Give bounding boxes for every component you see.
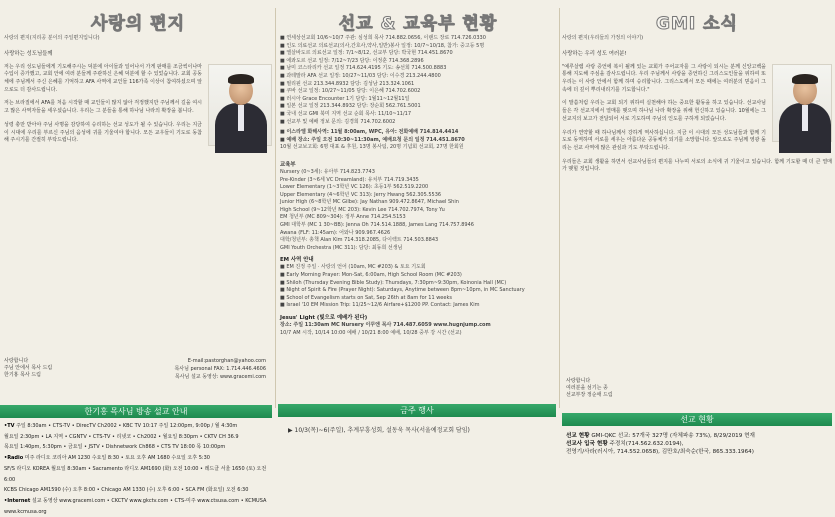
sign-line: 선교부장 정순애 드림 (566, 392, 613, 398)
em-list (280, 264, 556, 310)
list-item: ■ 국내 선교 GMI 북미 지역 선교 순회 목사: 11/10~11/17 (280, 110, 412, 117)
letter-paragraph: 성령 충만 받아야 주님 사명을 감당하여 승리하는 선교 성도가 될 수 있습니다. 우리는 지금 이 시대에 우리를 부르신 주님의 음성에 귀를 기울여야 합니다. 모든 교우들이 기도로 동참해 주시기를 간절히 부탁드립니다. (4, 121, 202, 144)
gmi-header-line: 사랑의 편지(우리들의 가정의 이야기) (562, 35, 644, 41)
mission-schedule-list (280, 35, 556, 126)
list-item: ■ 러시아 Grace Encounter 1기 담당: 1월11~12월11일 (280, 95, 410, 102)
jesus-light-detail: 장소: 주일 11:30am MC Nursery 이꾸엔 목사 714.487.6059 www.hugnjump.com (280, 322, 491, 328)
missionary-photo (772, 64, 832, 142)
gmi-title: GMI 소식 (656, 14, 738, 34)
broadcast-line: 목요일 1:40pm, 5:30pm • 금요일 • JSTV • Dishnetwork Ch868 • CTS TV 18:00 목 10:00pm (4, 444, 226, 451)
list-item: ■ 선교부 및 예배 정보 문의: 김경희 714.702.6002 (280, 118, 396, 125)
jesus-light-heading: Jesus' Light (빛으로 예배가 된다) (280, 315, 368, 321)
em-heading: EM 사역 안내 (280, 257, 314, 264)
list-item: ■ Early Morning Prayer: Mon-Sat, 6:00am, High School Room (MC #203) (280, 272, 462, 279)
gmi-salutation: 사랑하는 우리 성도 여러분! (562, 50, 627, 57)
gmi-paragraph: 우리들은 교회 생활을 하면서 선교사님들의 편지를 나누며 서로의 소식에 귀 기울이고 있습니다. 함께 기도할 때 더 큰 열매가 맺힐 것입니다. (562, 158, 832, 173)
sermon-video-link[interactable]: 목사님 설교 동영상: www.gracemi.com (174, 374, 266, 380)
report-title: 선교 & 교육부 현황 (338, 14, 498, 34)
list-item: High School (9~12학년 MC 203): Kevin Lee 714.702.7974, Tony Yu (280, 206, 445, 213)
stats-block (280, 129, 556, 152)
broadcast-line: KCBS Chicago AM1590 (수) 오후 8:00 • Chicago AM 1330 (수) 오후 6:00 • SCA FM (화요일) 오전 6:30 (4, 487, 249, 494)
list-item: ■ EM 진정 주일 · 사랑의 언어 (10am, MC #203) & 토요 기도회 (280, 264, 426, 271)
gmi-signature (566, 378, 832, 399)
column-divider (559, 8, 560, 408)
list-item: ■ 필리핀 선교 213.344.8932 담당: 김성남 213.324.1061 (280, 80, 415, 87)
mission-line: 전영기/사라(러시아, 714.552.0658), 김만호/최숙순(한국, 865.333.1964) (566, 449, 754, 455)
pastor-photo (208, 64, 272, 146)
pastor-email: E-mail:pastorghan@yahoo.com (187, 358, 266, 364)
list-item: ■ School of Evangelism starts on Sat, Sep 26th at 8am for 11 weeks (280, 294, 452, 301)
education-heading: 교육부 (280, 161, 296, 168)
list-item: Junior High (6~8학년 MC Gilbe): Jay Nathan 909.472.8647, Michael Shin (280, 199, 459, 206)
column-divider (275, 8, 276, 408)
list-item: Lower Elementary (1~3학년 VC 126): 초등1부 562.519.2200 (280, 184, 429, 191)
sign-line: 주님 안에서 목사 드림 (4, 365, 53, 371)
stats-line: ■ 이스라엘 화해사역: 11월 8:00am, WPC, 유아: 전화예배 714.814.4414 (280, 129, 459, 136)
letter-paragraph: 저는 우리 성도님들에게 기도해주시는 덕분에 아이들과 일어나서 가게 판매를 조금씩이나마 수입이 증가했고, 교회 안에 여러 분들께 주관하신 은혜 덕분에 할 수 있었습니다. 교회 공동체에 주님께서 주신 은혜를 기억하고 AFA 사역에 교인들 116가족 이상이 참여하셨으며 앞으로도 더 감사드립니다. (4, 63, 202, 93)
gmi-paragraph: 이 말씀처럼 우리는 교회 되기 위하여 실천해야 하는 중요한 활동을 하고 있습니다. 선교사님들은 각 선교지에서 열매를 맺으며 하나님 나라 확장을 위해 헌신하고 있습니다. 10월에는 그 선교지의 보고가 전달되어 서로 기도하며 주님의 인도를 구하게 되었습니다. (562, 100, 766, 122)
broadcast-line: SF/S 라디오 KOREA 월요일 8:30am • Sacramento 라디오 AM1690 (화) 오전 10:00 • 레드클 서울 1650 (토) 오전 6:00 (4, 465, 267, 483)
list-item: EM 청년부 (MC 809~304): 정부 Anne 714.254.5153 (280, 214, 406, 221)
gmi-paragraph: 우리가 연약할 때 하나님께서 강하게 역사하십니다. 지금 이 시대의 모든 성도님들과 함께 기도로 동역하며 서로를 세우는 아름다운 공동체가 되기를 소망합니다. 앞으로도 주님께 영광 돌리는 선교 사역에 많은 관심과 기도 부탁드립니다. (562, 129, 766, 151)
pastor-fax: 목사님 personal FAX: 1.714.446.4606 (174, 366, 266, 372)
gmi-paragraph: "예루살렘 사랑 증언에 복이 될께 있는 교회가 주어교자를 그 사랑이 되시는 분께 신앙고백을 통해 지도해 주심을 감사드립니다. 우리 주님께서 사랑을 증언하신 그리스도인들을 위하여 또 우리는 이 사랑 안에서 함께 하며 승리합니다. 그리스도께서 모든 때에는 여러분의 믿음이 그 속에 더 깊이 뿌리내리기를 기도합니다." (562, 63, 766, 93)
letter-paragraph: 저는 브라질에서 AFA를 처음 시작할 때 교인들이 많지 않아 걱정했지만 주님께서 길을 여시고 많은 사역자들을 세우셨습니다. 우리는 그 분들을 통해 하나님 나라의 확장을 봅니다. (4, 100, 202, 115)
mission-line: 선교사 입국 현황 주경치(714.562.632.0194), (566, 441, 684, 447)
stats-line: 10월 선교보고회: 6명 대표 & 후원, 13명 봉사팀, 20명 기념회 선교회, 27명 한회원 (280, 144, 464, 151)
list-item: GMI 대학부 (MC 1 30~BB): Jenna Oh 714.514.1888, James Lang 714.757.8946 (280, 222, 474, 229)
mission-section-header: 선교 현황 (562, 413, 832, 426)
list-item: Upper Elementary (4~6학년 VC 313): Jerry Hwang 562.305.5536 (280, 191, 442, 198)
events-section-header: 금주 행사 (278, 404, 556, 417)
letter-salutation: 사랑하는 성도님들께 (4, 50, 53, 57)
list-item: Nursery (0~3세): 유아부 714.823.7743 (280, 168, 375, 175)
sign-line: 여러분을 섬기는 종 (566, 385, 608, 391)
list-item: ■ Shiloh (Thursday Evening Bible Study): Thursdays, 7:30pm~9:30pm, Koinonia Hall (MC) (280, 279, 507, 286)
list-item: ■ 엘살바도르 의료선교 일정: 7/1~8/12, 선교부 담당: 박국현 714.451.8670 (280, 50, 453, 57)
list-item: ■ 일본 선교 일정 213.344.8932 담당: 장순회 562.761.5001 (280, 103, 421, 110)
event-item: ▶ 10/3(목)~6(주일), 추계부흥성회, 설동욱 목사(서울예정교회 담임) (288, 427, 470, 434)
list-item: ■ 쿠바 선교 일정: 10/27~11/05 담당: 이은혜 714.702.6002 (280, 88, 421, 95)
education-list (280, 169, 556, 253)
letter-title: 사랑의 편지 (90, 14, 186, 34)
list-item: ■ Night of Spirit & Fire (Prayer Night): Saturdays, Anytime between 8pm~10pm, in MC Sanctuary (280, 287, 525, 294)
list-item: ■ 에콰도르 선교 일정: 7/12~7/23 담당: 이정훈 714.368.2896 (280, 57, 424, 64)
broadcast-line: •Internet 설교 동영상 www.gracemi.com • CKCTV www.gkctv.com • CTS-미주 www.ctsusa.com • KCMUSA www.kcmusa.org (4, 497, 267, 515)
letter-signature (4, 358, 272, 379)
list-item: ■ Israel '10 EM Mission Trip: 11/25~12/6 Airfare+$1200 PP. Contact: James Kim (280, 302, 480, 309)
list-item: Awana (FLF: 11:45am): 어와나 909.967.4626 (280, 229, 391, 236)
stats-line: ■ 예배 장소: 주일 오전 10:30~11:30am, 예배요청 문의 일정 714.451.8670 (280, 136, 465, 143)
broadcast-schedule (4, 421, 272, 517)
jesus-light-detail: 10/7 AM 시작, 10/14 10:00 예배 / 10/21 8:00 예배, 10/28 중부 강 시간 (선교) (280, 329, 462, 336)
broadcast-line: •Radio 미주 라디오 코리아 AM 1230 수요일 8:30 • 토요 오후 AM 1680 수요일 오후 5:30 (4, 455, 210, 462)
broadcast-line: 월요일 2:30pm • LA 지역 • CGNTV • CTS-TV • 리넷코 • Ch2002 • 월요일 8:30pm • CKTV CH 36.9 (4, 433, 239, 440)
list-item: ■ 연세상선교회 10/6~10/7 주관: 심성희 목사 714.882.0656, 이랜드 장로 714.726.0330 (280, 35, 486, 41)
broadcast-section-header: 한기홍 목사님 방송 설교 안내 (0, 405, 272, 418)
list-item: Pre-Kinder (3~6세 VC Dreamland): 유치부 714.719.3435 (280, 176, 419, 183)
list-item: 대학/청년부: 총책 Alan Kim 714.318.2085, 다이렉트 714.503.8843 (280, 237, 439, 244)
broadcast-line: •TV 주일 8:30am • CTS-TV • DirecTV Ch2002 • KBC TV 10:17 주일 12:00pm, 9:00p / 월 4:30m (4, 423, 238, 429)
mission-status (566, 432, 832, 456)
list-item: GMI Youth Orchestra (MC 311): 담당: 최동희 선생님 (280, 244, 403, 251)
sign-line: 한기홍 목사 드림 (4, 372, 41, 378)
sign-line: 사랑합니다 (4, 358, 29, 364)
letter-header-line: 사랑의 편지(지리공 분이의 주일편지입니다) (4, 35, 100, 41)
list-item: ■ 인도 의료선교 의료선교(의사,간호사,약사,일반)봉사 일정: 10/7~10/18, 참가: 중고등 5명 (280, 42, 485, 49)
list-item: ■ 남미 코스타리카 선교 일정 714.624.4195 기도: 송선희 714.500.8883 (280, 65, 447, 72)
sign-line: 사랑합니다 (566, 378, 591, 384)
mission-line: 선교 현황 GMI-QKC 선교: 57개국 327명 (자체파송 73%), 8/29/2019 현재 (566, 433, 755, 439)
list-item: ■ 과테말라 AFA 선교 일정: 10/27~11/03 담당: 이수경 213.244.4800 (280, 72, 441, 79)
gmi-column (562, 0, 832, 506)
